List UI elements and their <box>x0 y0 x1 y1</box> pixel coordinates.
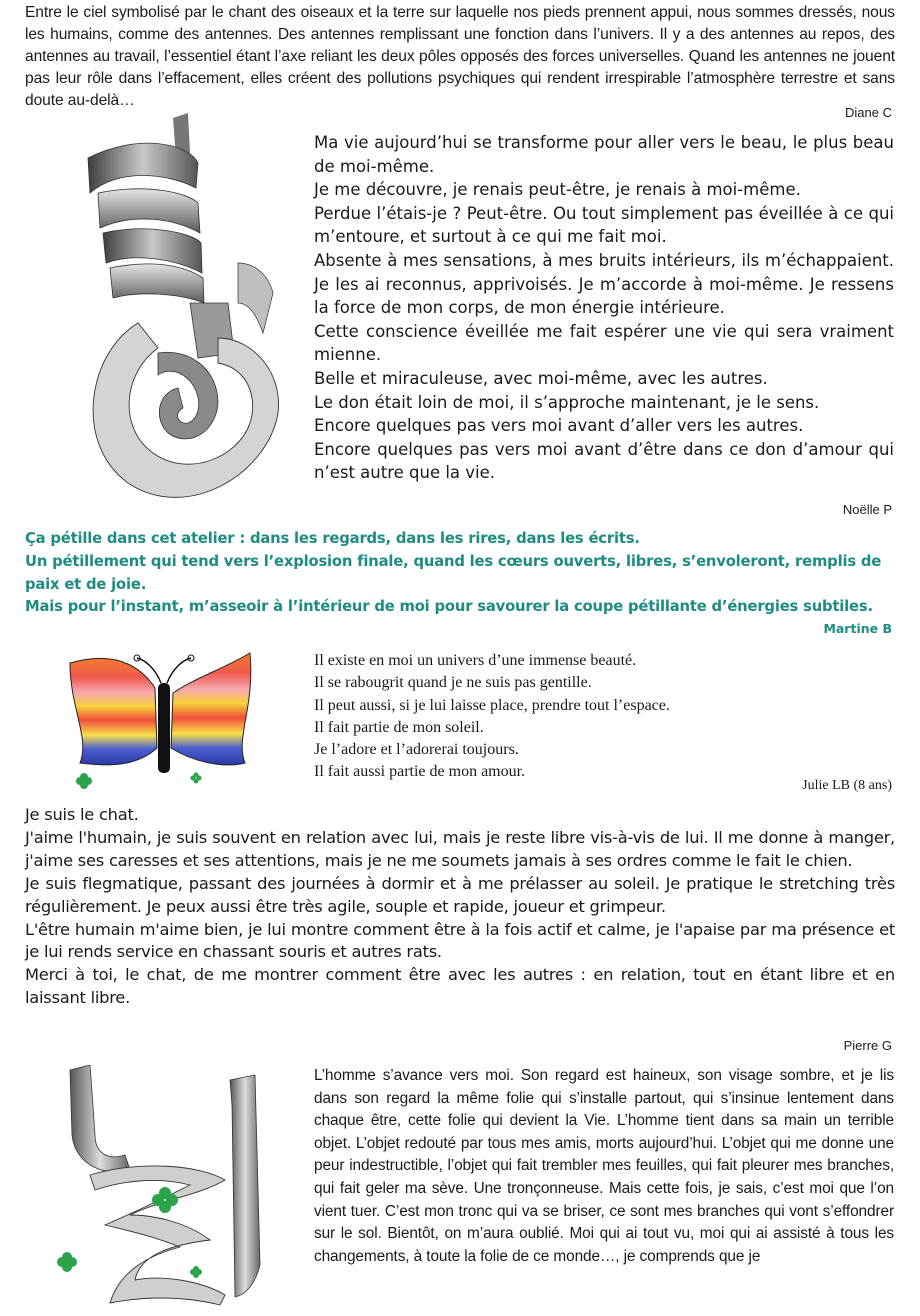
author-pierre: Pierre G <box>843 1038 892 1053</box>
intro-text: Entre le ciel symbolisé par le chant des oiseaux et la terre sur laquelle nos pieds prennent appui, nous sommes dressés, nous les humains, comme des antennes. Des antennes remplissant une fonction dans l’univers. Il y a des antennes au repos, des antennes au travail, l’essentiel étant l’axe reliant les deux pôles opposés des forces universelles. Quand les antennes ne jouent pas leur rôle dans l’effacement, elles créent des pollutions psychiques qui rendent irrespirable l’atmosphère terrestre et sans doute au-delà… <box>25 4 895 109</box>
author-diane: Diane C <box>845 105 892 120</box>
poem-line: Le don était loin de moi, il s’approche maintenant, je le sens. <box>314 392 820 412</box>
butterfly-drawing <box>65 648 265 793</box>
martine-line: Mais pour l’instant, m’asseoir à l’intérieur de moi pour savourer la coupe pétillante d’énergies subtiles. <box>25 598 873 616</box>
clover-icon <box>57 1252 77 1272</box>
martine-text <box>25 528 900 619</box>
poem-line: Il peut aussi, si je lui laisse place, prendre tout l’espace. <box>314 696 670 714</box>
poem-line: Perdue l’étais-je ? Peut-être. Ou tout simplement pas éveillée à ce qui m’entoure, et surtout à ce qui me fait moi. <box>314 203 894 247</box>
poem-line: Encore quelques pas vers moi avant d’être dans ce don d’amour qui n’est autre que la vie. <box>314 439 894 483</box>
pierre-line: J'aime l'humain, je suis souvent en relation avec lui, mais je reste libre vis-à-vis de lui. Il me donne à manger, j'aime ses caresses et ses attentions, mais je ne me soumets jamais à ses ordres comme le fait le chien. <box>25 827 895 870</box>
poem-line: Ma vie aujourd’hui se transforme pour aller vers le beau, le plus beau de moi-même. <box>314 133 894 176</box>
pierre-text <box>25 804 895 1010</box>
pierre-line: Je suis flegmatique, passant des journées à dormir et à me prélasser au soleil. Je pratique le stretching très régulièrement. Je peux aussi être très agile, souple et rapide, joueur et grimpeur. <box>25 873 895 916</box>
pierre-line: L'être humain m'aime bien, je lui montre comment être à la fois actif et calme, je l'apaise par ma présence et je lui rends service en chassant souris et autres rats. <box>25 919 895 962</box>
poem-line: Absente à mes sensations, à mes bruits intérieurs, ils m’échappaient. Je les ai reconnus, apprivoisés. Je m’accorde à moi-même. Je ressens la force de mon corps, de mon énergie intérieure. <box>314 250 894 318</box>
author-julie: Julie LB (8 ans) <box>802 778 892 793</box>
poem-line: Belle et miraculeuse, avec moi-même, avec les autres. <box>314 368 768 388</box>
julie-poem <box>314 650 874 784</box>
author-noelle: Noëlle P <box>842 502 892 517</box>
pierre-line: Merci à toi, le chat, de me montrer comment être avec les autres : en relation, tout en étant libre et en laissant libre. <box>25 965 895 1008</box>
martine-line: Ça pétille dans cet atelier : dans les regards, dans les rires, dans les écrits. <box>25 530 640 547</box>
ribbon-spiral-drawing <box>78 113 298 513</box>
poem-line: Il existe en moi un univers d’une immense beauté. <box>314 652 637 669</box>
poem-line: Cette conscience éveillée me fait espérer une vie qui sera vraiment mienne. <box>314 321 894 365</box>
ribbon-letter-drawing <box>50 1065 290 1310</box>
martine-line: Un pétillement qui tend vers l’explosion finale, quand les cœurs ouverts, libres, s’envoleront, remplis de paix et de joie. <box>25 552 882 593</box>
intro-paragraph <box>25 2 895 112</box>
tree-story-text: L’homme s’avance vers moi. Son regard est haineux, son visage sombre, et je lis dans son regard la même folie qui s’installe partout, qui s’insinue lentement dans chaque être, cette folie qui devient la Vie. L’homme tient dans sa main un terrible objet. L’objet redouté par tous mes amis, morts aujourd’hui. L’objet qui me donne une peur indestructible, l’objet qui fait trembler mes feuilles, qui fait pleurer mes branches, qui fait geler ma sève. Une tronçonneuse. Mais cette fois, je sais, c’est moi que l’on vient tuer. C’est mon tronc qui va se briser, ce sont mes branches qui vont s’effondrer sur le sol. Bientôt, on m’aura oublié. Moi qui ai tout vu, moi qui ai assisté à tous les changements, à toute la folie de ce monde…, je comprends que je <box>314 1067 894 1265</box>
poem-line: Je me découvre, je renais peut-être, je renais à moi-même. <box>314 180 801 200</box>
clover-icon <box>76 773 92 789</box>
poem-line: Il fait aussi partie de mon amour. <box>314 763 526 781</box>
author-martine: Martine B <box>823 621 892 636</box>
clover-icon <box>191 773 202 784</box>
clover-icon <box>190 1266 202 1278</box>
noelle-poem <box>314 131 894 485</box>
poem-line: Encore quelques pas vers moi avant d’aller vers les autres. <box>314 416 804 436</box>
tree-story <box>314 1065 894 1268</box>
poem-line: Je l’adore et l’adorerai toujours. <box>314 741 519 759</box>
poem-line: Il fait partie de mon soleil. <box>314 718 484 736</box>
pierre-line: Je suis le chat. <box>25 805 139 824</box>
poem-line: Il se rabougrit quand je ne suis pas gentille. <box>314 674 592 692</box>
